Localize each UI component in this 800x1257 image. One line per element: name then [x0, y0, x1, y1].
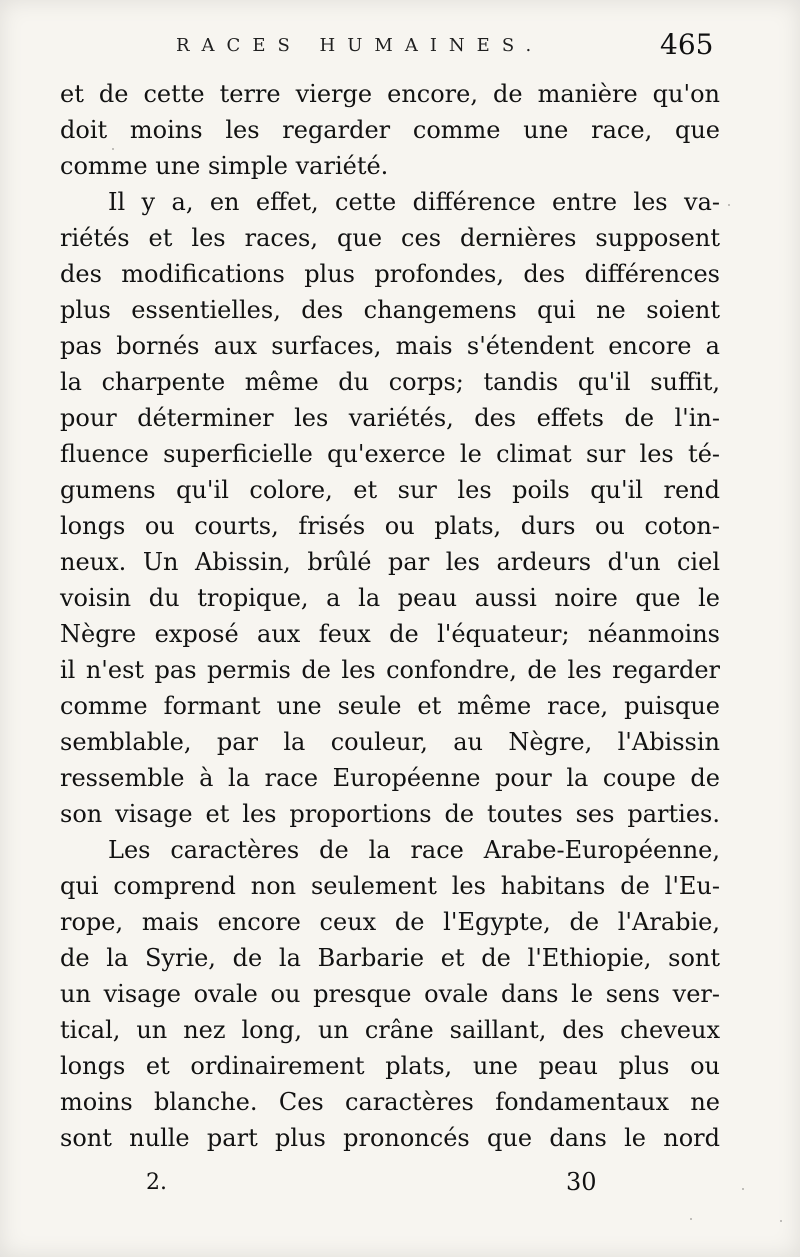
text-line: fluence superficielle qu'exerce le climat sur les té- [60, 440, 720, 468]
text-line: ressemble à la race Européenne pour la coupe de [60, 764, 720, 792]
catchword-number: 30 [566, 1168, 597, 1196]
text-line: il n'est pas permis de les confondre, de les regarder [60, 656, 720, 684]
text-line: des modifications plus profondes, des différences [60, 260, 720, 288]
text-line: longs ou courts, frisés ou plats, durs ou coton- [60, 512, 720, 540]
text-line: doit moins les regarder comme une race, que [60, 116, 720, 144]
text-line: pour déterminer les variétés, des effets de l'in- [60, 404, 720, 432]
text-line: riétés et les races, que ces dernières supposent [60, 224, 720, 252]
signature-mark: 2. [146, 1170, 167, 1195]
text-line: Nègre exposé aux feux de l'équateur; néanmoins [60, 620, 720, 648]
paper-speck [690, 1218, 692, 1220]
page-number: 465 [660, 28, 714, 61]
paragraph-2 [60, 184, 720, 832]
running-head: RACES HUMAINES. [176, 35, 544, 56]
text-line: Il y a, en effet, cette différence entre les va- [108, 188, 720, 216]
paper-speck [780, 1220, 782, 1222]
text-line: tical, un nez long, un crâne saillant, des cheveux [60, 1016, 720, 1044]
text-line: neux. Un Abissin, brûlé par les ardeurs d'un ciel [60, 548, 720, 576]
text-line: moins blanche. Ces caractères fondamentaux ne [60, 1088, 720, 1116]
page-body [60, 76, 720, 1156]
text-line: son visage et les proportions de toutes ses parties. [60, 800, 720, 828]
text-line: Les caractères de la race Arabe-Européenne, [108, 836, 720, 864]
text-line: comme une simple variété. [60, 152, 389, 180]
text-line: gumens qu'il colore, et sur les poils qu'il rend [60, 476, 720, 504]
paragraph-1 [60, 76, 720, 184]
text-line: comme formant une seule et même race, puisque [60, 692, 720, 720]
text-line: qui comprend non seulement les habitans de l'Eu- [60, 872, 720, 900]
text-line: semblable, par la couleur, au Nègre, l'Abissin [60, 728, 720, 756]
text-line: de la Syrie, de la Barbarie et de l'Ethiopie, sont [60, 944, 720, 972]
text-line: rope, mais encore ceux de l'Egypte, de l'Arabie, [60, 908, 720, 936]
paper-speck [728, 204, 730, 206]
text-line: et de cette terre vierge encore, de manière qu'on [60, 80, 720, 108]
paragraph-3 [60, 832, 720, 1156]
text-line: la charpente même du corps; tandis qu'il suffit, [60, 368, 720, 396]
page-header [0, 28, 800, 68]
text-line: pas bornés aux surfaces, mais s'étendent encore a [60, 332, 720, 360]
text-line: voisin du tropique, a la peau aussi noire que le [60, 584, 720, 612]
text-line: un visage ovale ou presque ovale dans le sens ver- [60, 980, 720, 1008]
text-line: plus essentielles, des changemens qui ne soient [60, 296, 720, 324]
paper-speck [742, 1188, 744, 1190]
paper-speck [112, 148, 114, 150]
page-footer [0, 1164, 800, 1204]
text-line: longs et ordinairement plats, une peau plus ou [60, 1052, 720, 1080]
text-line: sont nulle part plus prononcés que dans le nord [60, 1124, 720, 1152]
